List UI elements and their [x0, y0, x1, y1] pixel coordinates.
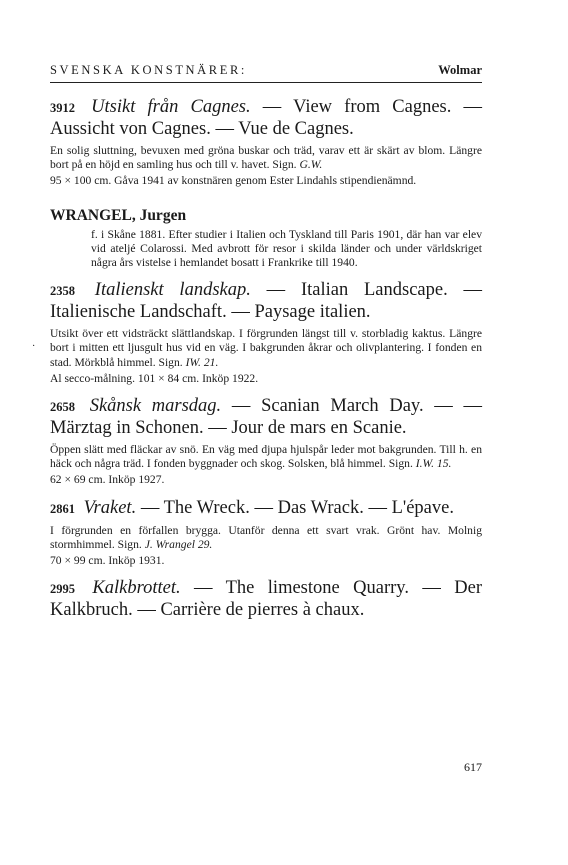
swedish-title: Vraket.	[83, 497, 137, 518]
catalogue-entry	[50, 97, 482, 189]
swedish-title: Utsikt från Cagnes.	[91, 97, 251, 117]
catalogue-number: 2658	[50, 400, 75, 415]
entry-title	[50, 97, 482, 140]
entry-description	[50, 327, 482, 370]
entry-meta: 70 × 99 cm. Inköp 1931.	[50, 554, 165, 568]
signature: I.W. 15.	[415, 457, 452, 471]
entry-title	[50, 396, 482, 439]
catalogue-number: 2358	[50, 284, 75, 299]
entry-description	[50, 443, 482, 471]
translated-titles: — View from Cagnes. — Aussicht von Cagnes. — Vue de Cagnes.	[50, 97, 483, 139]
page-number: 617	[464, 760, 482, 774]
signature: G.W.	[299, 158, 323, 172]
entry-meta: Al secco-målning. 101 × 84 cm. Inköp 1922.	[50, 371, 259, 385]
catalogue-entry	[50, 280, 482, 386]
entry-title	[50, 280, 482, 323]
translated-titles: — The limestone Quarry. — Der Kalkbruch. — Carrière de pierres à chaux.	[50, 578, 482, 621]
catalogue-entry	[50, 498, 482, 569]
description-text: I förgrunden en förfallen brygga. Utanför denna ett svart vrak. Grönt hav. Molnig stormhimmel. Sign.	[50, 523, 482, 551]
running-head	[50, 60, 482, 83]
section-title: SVENSKA KONSTNÄRER:	[50, 63, 247, 77]
catalogue-entry	[50, 396, 482, 488]
artist-name: WRANGEL, Jurgen	[50, 206, 187, 224]
catalogue-number: 2861	[50, 501, 75, 516]
signature: IW. 21.	[185, 355, 219, 369]
catalogue-entry	[50, 578, 482, 621]
swedish-title: Skånsk marsdag.	[89, 396, 222, 417]
entry-description	[50, 144, 482, 172]
description-text: Öppen slätt med fläckar av snö. En väg med djupa hjulspår leder mot bakgrunden. Till h. en häck och några träd. I fonden byggnader och skog. Solsken, blå himmel. Sign.	[50, 443, 482, 471]
translated-titles: — Scanian March Day. — — Märztag in Schonen. — Jour de mars en Scanie.	[50, 396, 483, 439]
signature: J. Wrangel 29.	[144, 537, 213, 551]
swedish-title: Italienskt landskap.	[94, 280, 251, 301]
translated-titles: — The Wreck. — Das Wrack. — L'épave.	[136, 497, 454, 518]
entry-meta: 95 × 100 cm. Gåva 1941 av konstnären genom Ester Lindahls stipendienämnd.	[50, 174, 417, 188]
running-artist-name: Wolmar	[438, 63, 482, 77]
description-text: En solig sluttning, bevuxen med gröna buskar och träd, varav ett är skärt av blom. Längre bort på en höjd en samling hus och till v. havet. Sign.	[50, 144, 482, 172]
entry-title	[50, 498, 482, 520]
entry-meta: 62 × 69 cm. Inköp 1927.	[50, 473, 165, 487]
stray-mark: ·	[32, 341, 36, 352]
catalogue-page	[32, 60, 483, 774]
entry-title	[50, 578, 482, 621]
swedish-title: Kalkbrottet.	[92, 578, 181, 599]
description-text: Utsikt över ett vidsträckt slättlandskap. I förgrunden längst till v. storbladig kaktus. Längre bort i mitten ett ljusgult hus vid en väg. I bakgrunden åkrar och olivplantering. I fonden en stad. Mörkblå himmel. Sign.	[50, 327, 482, 369]
artist-biography: f. i Skåne 1881. Efter studier i Italien och Tyskland till Paris 1901, där han var elev vid ateljé Colarossi. Med avbrott för resor i skilda länder och under världskriget några års vistelse i hemlandet bosatt i Frankrike till 1940.	[91, 227, 482, 270]
catalogue-number: 3912	[50, 101, 75, 115]
entry-description	[50, 524, 482, 552]
translated-titles: — Italian Landscape. — Italienische Landschaft. — Paysage italien.	[50, 280, 482, 323]
catalogue-number: 2995	[50, 582, 75, 597]
